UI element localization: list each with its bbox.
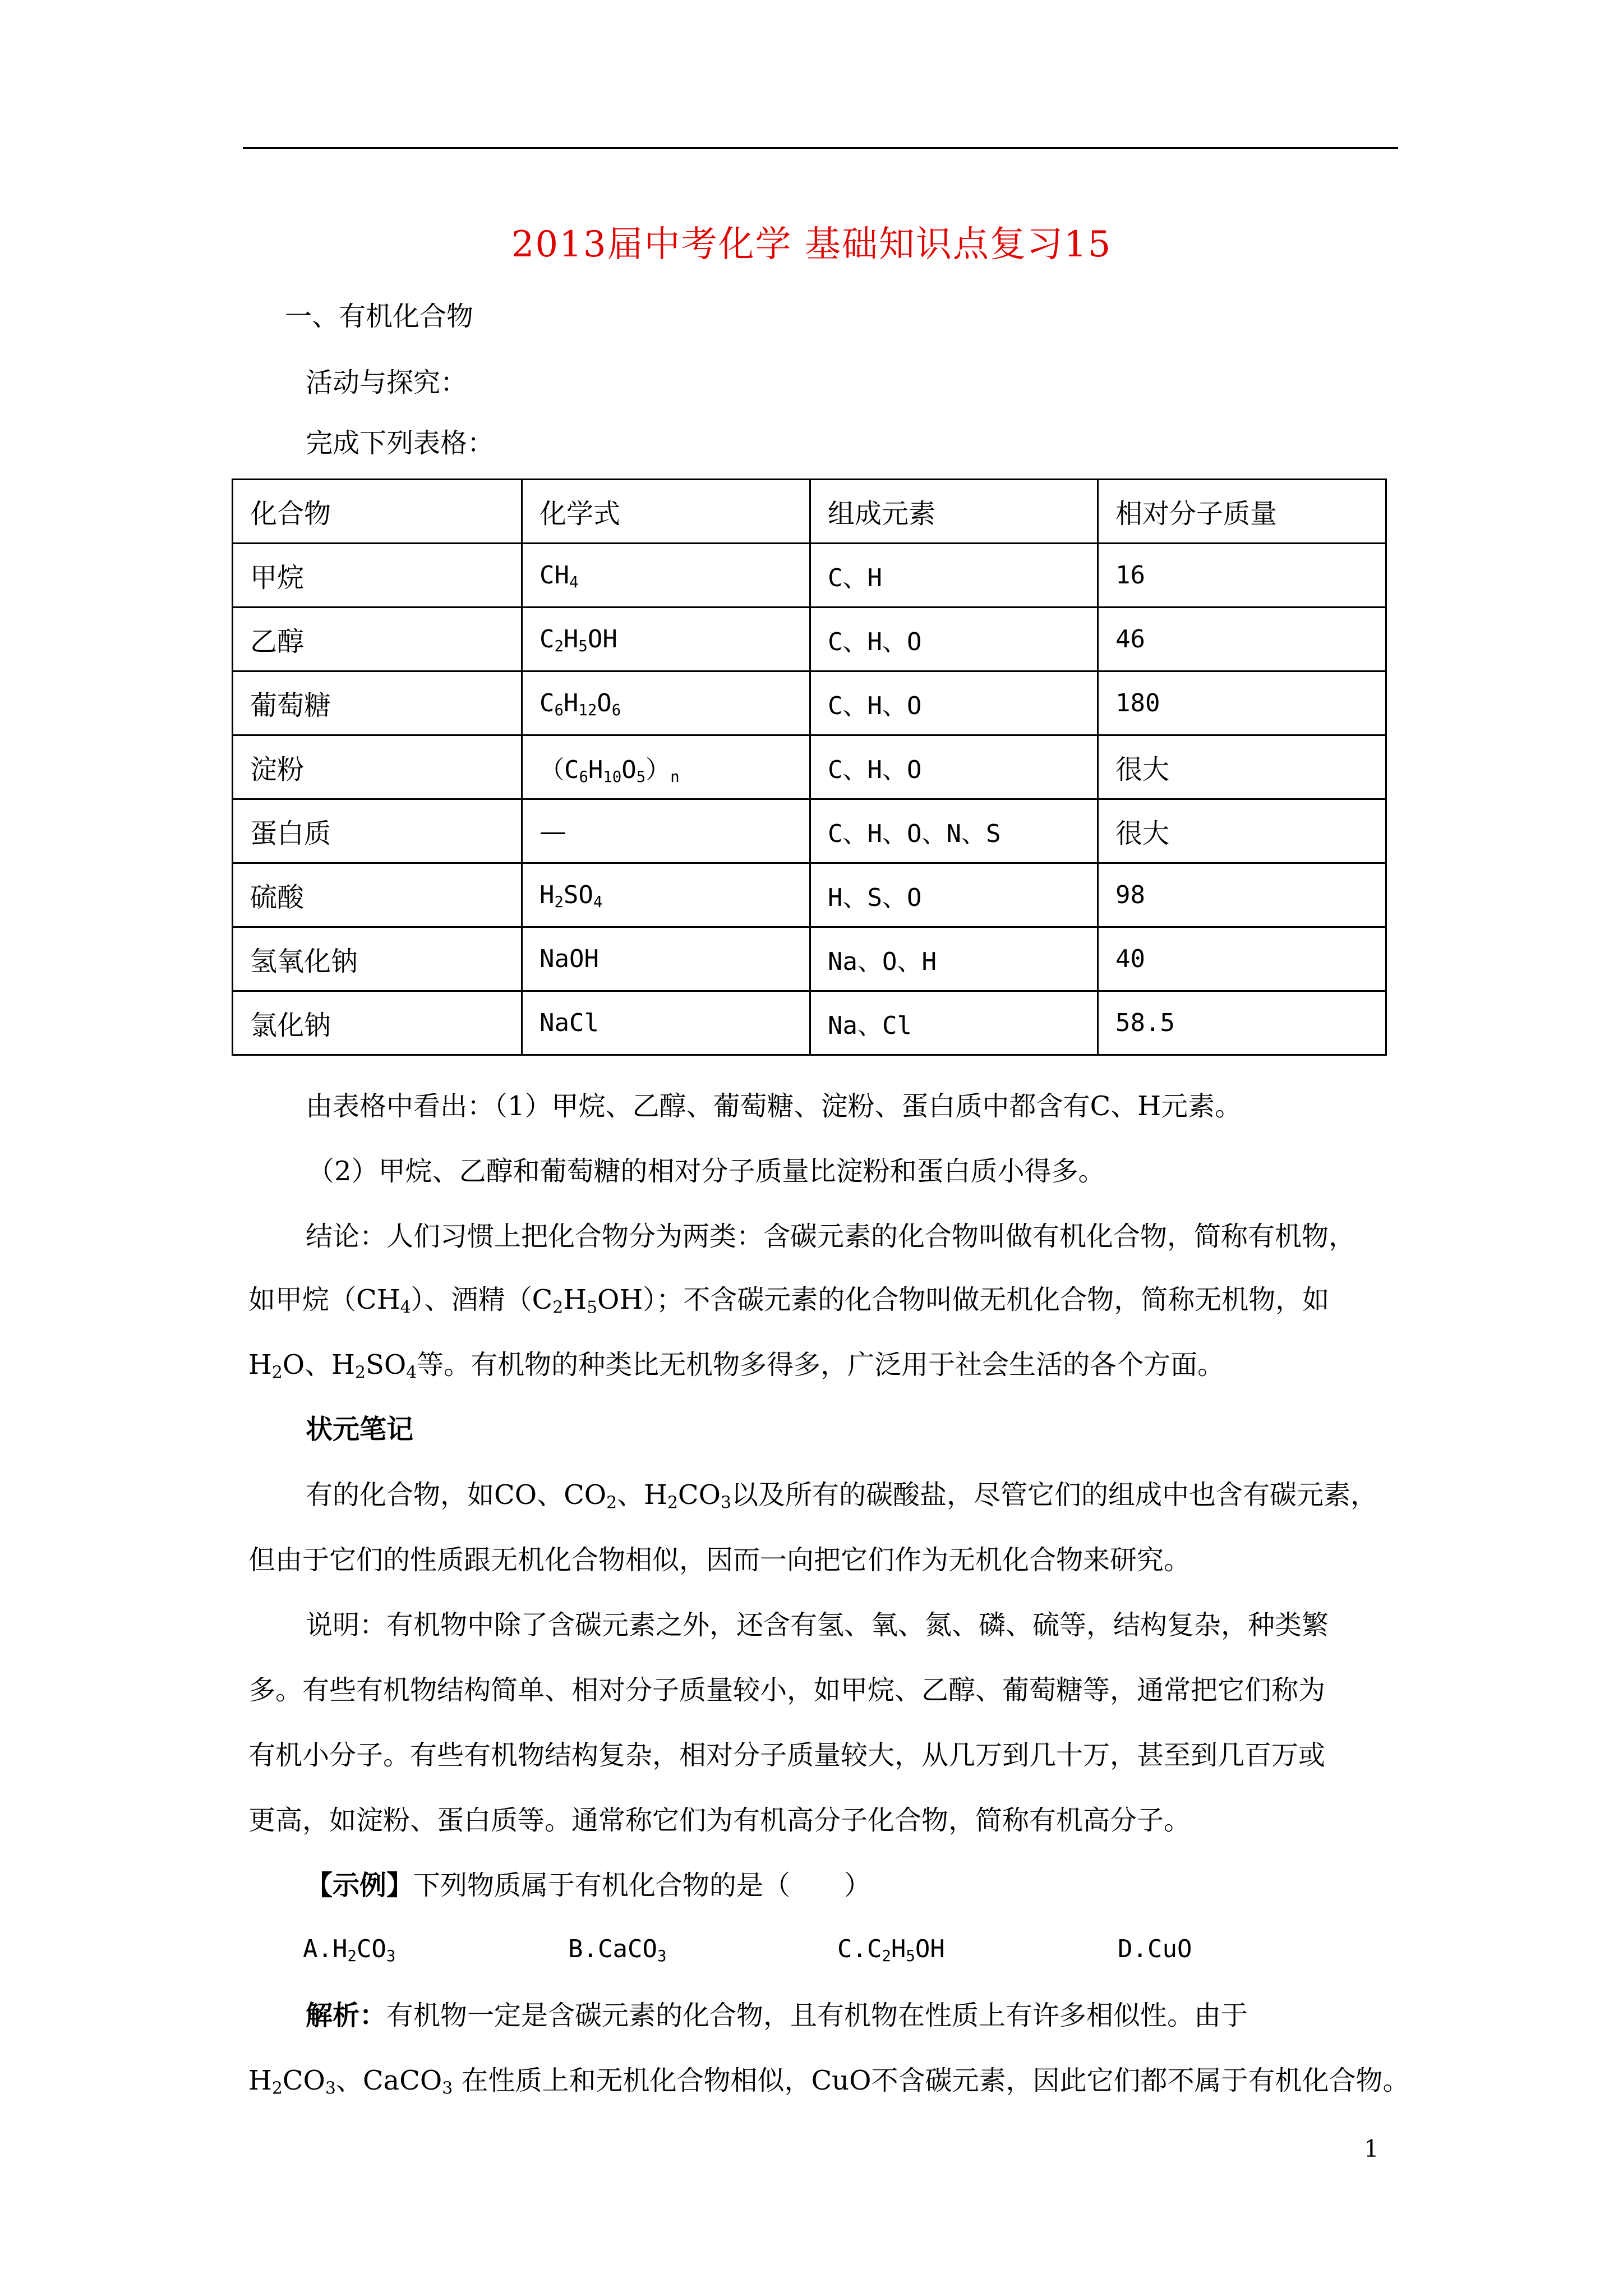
- conclusion-line-1: 结论：人们习惯上把化合物分为两类：含碳元素的化合物叫做有机化合物，简称有机物，: [306, 1221, 1356, 1252]
- example-question: 【示例】下列物质属于有机化合物的是（ ）: [306, 1870, 872, 1901]
- observation-2: （2）甲烷、乙醇和葡萄糖的相对分子质量比淀粉和蛋白质小得多。: [307, 1156, 1105, 1187]
- elements: Na、O、H: [810, 927, 1098, 991]
- compound-name: 硫酸: [233, 863, 522, 927]
- compound-name: 蛋白质: [233, 799, 522, 863]
- elements: C、H、O、N、S: [810, 799, 1098, 863]
- elements: C、H: [810, 544, 1098, 608]
- observation-1: 由表格中看出：（1）甲烷、乙醇、葡萄糖、淀粉、蛋白质中都含有C、H元素。: [306, 1091, 1242, 1122]
- chemical-formula: $CH_4$: [522, 544, 810, 608]
- conclusion-line-3: $H_2O$、$H_2SO_4$等。有机物的种类比无机物多得多，广泛用于社会生活的各个方面。: [248, 1349, 1225, 1383]
- compound-name: 氯化钠: [233, 991, 522, 1055]
- molecular-mass: 很大: [1098, 735, 1386, 799]
- analysis-line-2: $H_2CO_3$、CaCO$_3$ 在性质上和无机化合物相似，CuO不含碳元素，因此它们都不属于有机化合物。: [248, 2065, 1410, 2099]
- note-line-2: 但由于它们的性质跟无机化合物相似，因而一向把它们作为无机化合物来研究。: [248, 1544, 1191, 1576]
- note-line-1: 有的化合物，如CO、$CO_2$、$H_2CO_3$以及所有的碳酸盐，尽管它们的组成中也含有碳元素，: [306, 1479, 1377, 1513]
- molecular-mass: 58.5: [1098, 991, 1386, 1055]
- table-row: [233, 863, 1386, 927]
- compound-name: 氢氧化钠: [233, 927, 522, 991]
- compound-name: 甲烷: [233, 544, 522, 608]
- table-header-row: [233, 480, 1386, 544]
- section-heading: 一、有机化合物: [285, 301, 474, 332]
- elements: C、H、O: [810, 608, 1098, 671]
- explain-line-1: 说明：有机物中除了含碳元素之外，还含有氢、氧、氮、磷、硫等，结构复杂，种类繁: [306, 1609, 1329, 1641]
- table-row: [233, 927, 1386, 991]
- molecular-mass: 很大: [1098, 799, 1386, 863]
- compound-name: 葡萄糖: [233, 671, 522, 735]
- conclusion-line-2: 如甲烷$(CH_4)$、酒精$(C_2H_5OH)$；不含碳元素的化合物叫做无机化合物，简称无机物，如: [248, 1284, 1330, 1318]
- chemical-formula: $C_6H_{12}O_6$: [522, 671, 810, 735]
- elements: H、S、O: [810, 863, 1098, 927]
- chemical-formula: $C_2H_5OH$: [522, 608, 810, 671]
- table-row: [233, 735, 1386, 799]
- elements: C、H、O: [810, 671, 1098, 735]
- option-d: D.CuO: [1118, 1935, 1192, 1963]
- table-header-cell: 组成元素: [810, 480, 1098, 544]
- table-row: [233, 544, 1386, 608]
- table-row: [233, 608, 1386, 671]
- page-number: 1: [1364, 2135, 1379, 2162]
- option-c: $C.C_2H_5OH$: [837, 1935, 945, 1965]
- header-rule: [243, 147, 1398, 149]
- compound-table: [232, 478, 1387, 1056]
- molecular-mass: 98: [1098, 863, 1386, 927]
- elements: Na、Cl: [810, 991, 1098, 1055]
- elements: C、H、O: [810, 735, 1098, 799]
- chemical-formula: NaCl: [522, 991, 810, 1055]
- table-instruction: 完成下列表格：: [306, 427, 495, 459]
- explain-line-4: 更高，如淀粉、蛋白质等。通常称它们为有机高分子化合物，简称有机高分子。: [248, 1805, 1191, 1836]
- page-title: 2013届中考化学 基础知识点复习15: [511, 224, 1112, 265]
- table-row: [233, 799, 1386, 863]
- table-row: [233, 671, 1386, 735]
- chemical-formula: NaOH: [522, 927, 810, 991]
- table-header-cell: 化合物: [233, 480, 522, 544]
- explain-line-3: 有机小分子。有些有机物结构复杂，相对分子质量较大，从几万到几十万，甚至到几百万或: [248, 1740, 1326, 1771]
- example-label: 【示例】: [306, 1870, 414, 1901]
- molecular-mass: 46: [1098, 608, 1386, 671]
- analysis-line-1: 解析：有机物一定是含碳元素的化合物，且有机物在性质上有许多相似性。由于: [306, 2000, 1248, 2031]
- option-a: $A.H_2CO_3$: [303, 1935, 396, 1965]
- activity-label: 活动与探究：: [306, 367, 468, 398]
- molecular-mass: 180: [1098, 671, 1386, 735]
- molecular-mass: 16: [1098, 544, 1386, 608]
- table-row: [233, 991, 1386, 1055]
- table-header-cell: 化学式: [522, 480, 810, 544]
- chemical-formula: $(C_6H_{10}O_5)_n$: [522, 735, 810, 799]
- explain-line-2: 多。有些有机物结构简单、相对分子质量较小，如甲烷、乙醇、葡萄糖等，通常把它们称为: [248, 1674, 1326, 1706]
- chemical-formula: —: [522, 799, 810, 863]
- option-b: B.CaCO$_3$: [568, 1935, 667, 1965]
- note-heading: 状元笔记: [306, 1414, 414, 1445]
- compound-name: 乙醇: [233, 608, 522, 671]
- table-header-cell: 相对分子质量: [1098, 480, 1386, 544]
- chemical-formula: $H_2SO_4$: [522, 863, 810, 927]
- molecular-mass: 40: [1098, 927, 1386, 991]
- analysis-label: 解析：: [306, 2000, 387, 2031]
- compound-name: 淀粉: [233, 735, 522, 799]
